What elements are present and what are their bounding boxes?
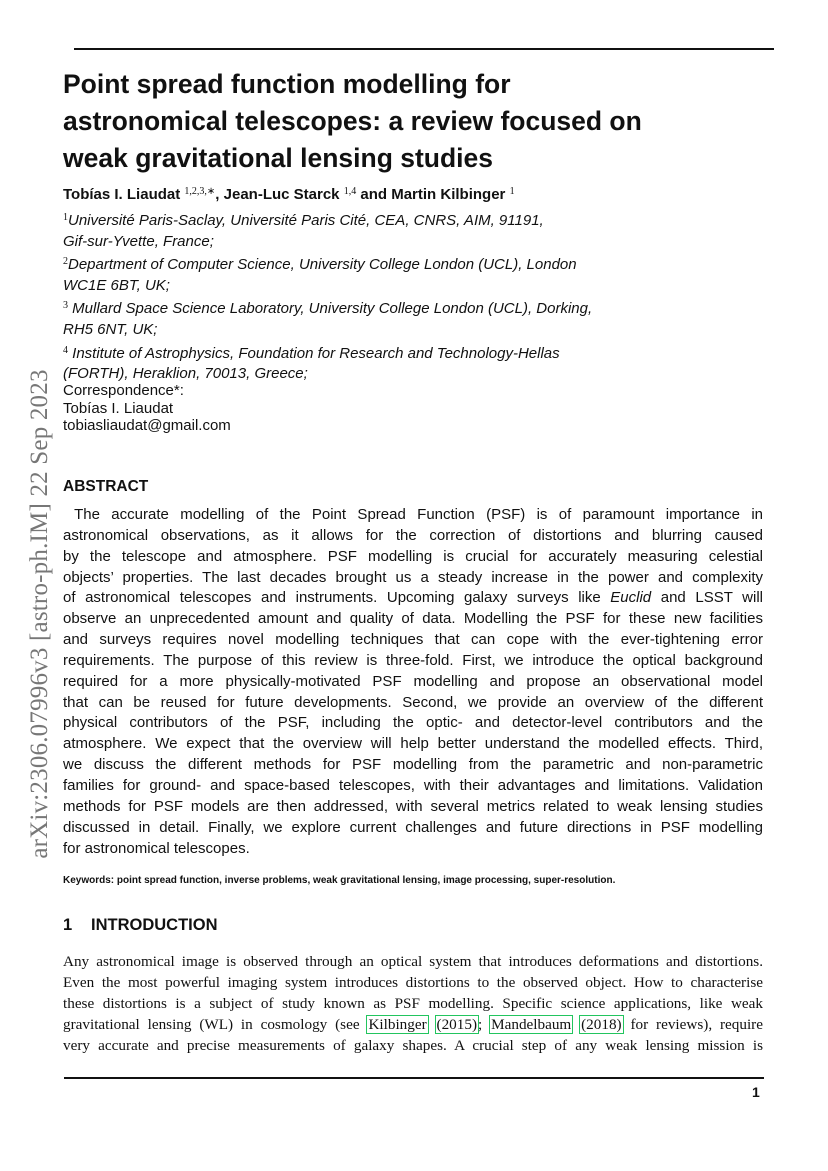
author-affiliation-marks: 1 bbox=[509, 186, 515, 197]
abstract-line: observe an unprecedented amount and quality of data. Modelling the PSF for these new facilities bbox=[63, 610, 763, 628]
introduction-text bbox=[63, 952, 763, 1057]
intro-line bbox=[63, 1015, 763, 1036]
affiliation-item bbox=[63, 252, 703, 296]
affiliation-item bbox=[63, 341, 703, 385]
correspondence-name: Tobías I. Liaudat bbox=[63, 399, 174, 417]
section-number: 1 bbox=[63, 916, 73, 934]
abstract-line: we discuss the different methods for PSF modelling from the parametric and non-parametric bbox=[63, 756, 763, 774]
abstract-segment: and LSST will bbox=[651, 589, 764, 607]
abstract-line: and surveys requires novel modelling techniques that can cope with the ever-tightening error bbox=[63, 631, 763, 649]
author-name: Tobías I. Liaudat bbox=[63, 186, 181, 203]
affiliation-list bbox=[63, 208, 703, 385]
correspondence-email[interactable]: tobiasliaudat@gmail.com bbox=[63, 417, 231, 434]
title-line: astronomical telescopes: a review focused on bbox=[63, 106, 642, 136]
intro-segment: gravitational lensing (WL) in cosmology (see bbox=[63, 1015, 368, 1033]
header-rule bbox=[74, 48, 774, 50]
abstract-heading: ABSTRACT bbox=[63, 478, 149, 495]
author-separator: , bbox=[215, 186, 224, 203]
keywords: Keywords: point spread function, inverse problems, weak gravitational lensing, image processing, super-resolution. bbox=[63, 875, 616, 886]
intro-line: Any astronomical image is observed through an optical system that introduces deformations and distortions. bbox=[63, 953, 763, 970]
intro-line: these distortions is a subject of study known as PSF modelling. Specific science applications, like weak bbox=[63, 994, 763, 1012]
abstract-line: astronomical observations, as it allows for the correction of distortions and blurring caused bbox=[63, 526, 763, 544]
abstract-line: by the telescope and atmosphere. PSF modelling is crucial for accurately measuring celestial bbox=[63, 547, 763, 565]
affiliation-text: RH5 6NT, UK; bbox=[63, 320, 158, 338]
intro-line: Even the most powerful imaging system introduces distortions to the observed object. How to characterise bbox=[63, 973, 763, 991]
paper-title bbox=[63, 66, 703, 177]
section-heading bbox=[63, 916, 218, 935]
affiliation-text: (FORTH), Heraklion, 70013, Greece; bbox=[63, 365, 308, 383]
abstract-line: The accurate modelling of the Point Spread Function (PSF) is of paramount importance in bbox=[63, 506, 763, 523]
affiliation-mark: 3 bbox=[63, 300, 68, 312]
citation-link-mandelbaum-year[interactable]: (2018) bbox=[581, 1015, 622, 1033]
abstract-line: methods for PSF models are then addressed, with several metrics related to weak lensing studies bbox=[63, 797, 763, 815]
affiliation-item bbox=[63, 296, 703, 340]
author-separator: and bbox=[356, 186, 392, 203]
citation-link-kilbinger[interactable]: Kilbinger bbox=[368, 1015, 427, 1033]
affiliation-text: Gif-sur-Yvette, France; bbox=[63, 232, 214, 250]
affiliation-text: Université Paris-Saclay, Université Paris Cité, CEA, CNRS, AIM, 91191, bbox=[68, 212, 544, 229]
affiliation-text: Department of Computer Science, University College London (UCL), London bbox=[68, 256, 577, 274]
correspondence-label: Correspondence*: bbox=[63, 382, 184, 399]
author-affiliation-marks: 1,4 bbox=[343, 186, 357, 197]
arxiv-identifier-stamp: arXiv:2306.07996v3 [astro-ph.IM] 22 Sep 2023 bbox=[26, 369, 53, 859]
abstract-line: required for a more physically-motivated PSF modelling and propose an observational model bbox=[63, 672, 763, 690]
abstract-text bbox=[63, 505, 763, 859]
citation-link-kilbinger-year[interactable]: (2015) bbox=[436, 1015, 478, 1033]
author-affiliation-marks: 1,2,3,∗ bbox=[184, 186, 216, 197]
abstract-segment: of astronomical telescopes and instruments. Upcoming galaxy surveys like bbox=[63, 589, 611, 607]
affiliation-mark: 4 bbox=[63, 344, 68, 356]
abstract-line: physical contributors of the PSF, including the optic- and detector-level contributors and the bbox=[63, 714, 763, 732]
correspondence-block bbox=[63, 382, 231, 435]
affiliation-mark: 1 bbox=[63, 212, 68, 223]
section-title: INTRODUCTION bbox=[91, 916, 218, 934]
abstract-line: families for ground- and space-based telescopes, with their advantages and limitations. Validation bbox=[63, 776, 763, 794]
intro-line: very accurate and precise measurements of galaxy shapes. A crucial step of any weak lensing mission is bbox=[63, 1036, 763, 1054]
abstract-line: atmosphere. We expect that the overview will help better understand the modelled effects. Third, bbox=[63, 735, 763, 753]
affiliation-item bbox=[63, 208, 703, 252]
author-name: Jean-Luc Starck bbox=[223, 186, 340, 203]
abstract-line: objects’ properties. The last decades brought us a steady increase in the power and complexity bbox=[63, 568, 763, 586]
page-number: 1 bbox=[752, 1084, 760, 1100]
affiliation-mark: 2 bbox=[63, 256, 68, 268]
affiliation-text: Mullard Space Science Laboratory, University College London (UCL), Dorking, bbox=[68, 300, 593, 318]
affiliation-text: Institute of Astrophysics, Foundation for Research and Technology-Hellas bbox=[68, 344, 560, 362]
author-name: Martin Kilbinger bbox=[391, 186, 506, 203]
title-line: weak gravitational lensing studies bbox=[63, 143, 494, 173]
title-line: Point spread function modelling for bbox=[63, 69, 511, 99]
intro-segment: ; bbox=[478, 1015, 491, 1033]
footer-rule bbox=[64, 1077, 764, 1079]
abstract-line: requirements. The purpose of this review is three-fold. First, we introduce the optical background bbox=[63, 651, 763, 669]
abstract-line bbox=[63, 588, 763, 609]
author-list bbox=[63, 182, 763, 205]
abstract-line: that can be reused for future developments. Second, we provide an overview of the different bbox=[63, 693, 763, 711]
abstract-line: for astronomical telescopes. bbox=[63, 839, 250, 857]
intro-segment: for reviews), require bbox=[622, 1015, 763, 1033]
abstract-line: discussed in detail. Finally, we explore current challenges and future directions in PSF modelling bbox=[63, 818, 763, 836]
mission-name-euclid: Euclid bbox=[610, 589, 652, 607]
citation-link-mandelbaum[interactable]: Mandelbaum bbox=[491, 1015, 572, 1033]
affiliation-text: WC1E 6BT, UK; bbox=[63, 276, 170, 294]
